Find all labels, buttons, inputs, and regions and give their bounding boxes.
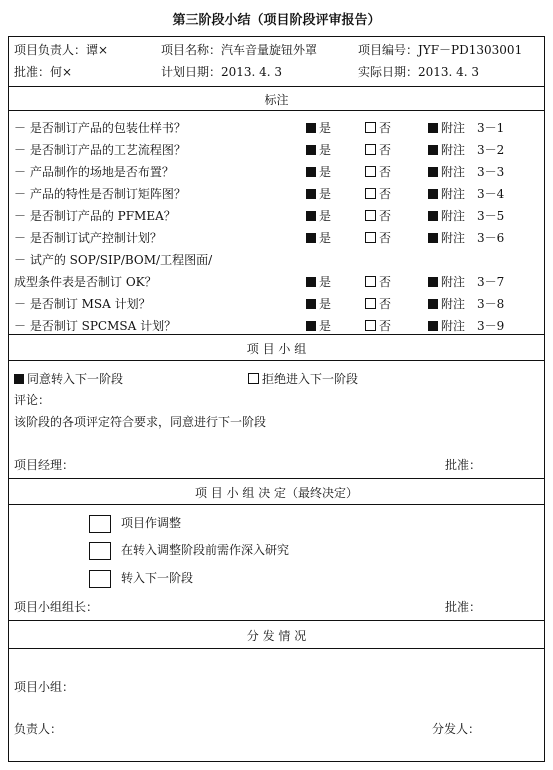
yes-label: 是	[319, 187, 332, 201]
checked-box-icon	[306, 123, 316, 133]
checked-box-icon	[428, 299, 438, 309]
attachment-ref	[428, 317, 504, 334]
attachment-label: 附注 3－1	[441, 121, 505, 135]
attachment-ref	[428, 295, 504, 312]
no-option[interactable]	[365, 141, 391, 158]
checked-box-icon	[306, 277, 316, 287]
no-option[interactable]	[365, 119, 391, 136]
no-label: 否	[379, 143, 392, 157]
note-question: － 是否制订试产控制计划？	[14, 231, 162, 245]
attachment-ref	[428, 185, 504, 202]
attachment-label: 附注 3－5	[441, 209, 505, 223]
decision-option-next[interactable]	[89, 569, 193, 588]
yes-option[interactable]	[306, 295, 331, 312]
comment-text: 该阶段的各项评定符合要求，同意进行下一阶段	[14, 415, 267, 429]
attachment-label: 附注 3－8	[441, 297, 505, 311]
checkbox-icon	[89, 570, 111, 588]
checked-box-icon	[306, 321, 316, 331]
note-question: － 是否制订产品的 PFMEA？	[14, 209, 176, 223]
decision-option-label: 项目作调整	[121, 516, 182, 530]
approver: 批准：何×	[14, 65, 73, 79]
note-question: － 是否制订 MSA 计划？	[14, 297, 151, 311]
project-number: 项目编号：JYF－PD1303001	[358, 43, 523, 57]
attachment-ref	[428, 163, 504, 180]
attachment-ref	[428, 229, 504, 246]
no-label: 否	[379, 165, 392, 179]
no-label: 否	[379, 319, 392, 333]
project-owner: 项目负责人：谭×	[14, 43, 109, 57]
yes-option[interactable]	[306, 317, 331, 334]
empty-box-icon	[365, 276, 376, 287]
decision-option-adjust[interactable]	[89, 514, 181, 533]
yes-option[interactable]	[306, 273, 331, 290]
yes-option[interactable]	[306, 185, 331, 202]
yes-label: 是	[319, 231, 332, 245]
note-question: － 是否制订产品的工艺流程图？	[14, 143, 186, 157]
note-question: － 是否制订产品的包装仕样书？	[14, 121, 186, 135]
yes-option[interactable]	[306, 141, 331, 158]
distribution-heading: 分 发 情 况	[246, 629, 307, 643]
empty-box-icon	[248, 373, 259, 384]
checked-box-icon	[14, 374, 24, 384]
project-name: 项目名称：汽车音量旋钮外罩	[161, 43, 318, 57]
reject-option[interactable]	[248, 370, 358, 387]
distribution-team-label: 项目小组：	[14, 680, 75, 694]
yes-label: 是	[319, 121, 332, 135]
no-option[interactable]	[365, 273, 391, 290]
no-label: 否	[379, 231, 392, 245]
empty-box-icon	[365, 188, 376, 199]
attachment-ref	[428, 119, 504, 136]
actual-date: 实际日期：2013. 4. 3	[358, 65, 480, 79]
checkbox-icon	[89, 542, 111, 560]
no-option[interactable]	[365, 185, 391, 202]
no-label: 否	[379, 121, 392, 135]
no-label: 否	[379, 297, 392, 311]
attachment-label: 附注 3－9	[441, 319, 505, 333]
checked-box-icon	[306, 211, 316, 221]
checked-box-icon	[428, 233, 438, 243]
yes-option[interactable]	[306, 119, 331, 136]
distribution-owner-label: 负责人：	[14, 722, 63, 736]
yes-label: 是	[319, 275, 332, 289]
attachment-label: 附注 3－4	[441, 187, 505, 201]
no-option[interactable]	[365, 317, 391, 334]
note-question: － 是否制订 SPCMSA 计划？	[14, 319, 177, 333]
attachment-label: 附注 3－7	[441, 275, 505, 289]
checked-box-icon	[428, 167, 438, 177]
yes-label: 是	[319, 297, 332, 311]
note-question: － 产品制作的场地是否布置？	[14, 165, 174, 179]
yes-option[interactable]	[306, 163, 331, 180]
project-manager-label: 项目经理：	[14, 458, 75, 472]
note-question: － 试产的 SOP/SIP/BOM/工程图面/	[14, 253, 213, 267]
distributor-label: 分发人：	[432, 722, 481, 736]
attachment-label: 附注 3－6	[441, 231, 505, 245]
no-option[interactable]	[365, 163, 391, 180]
decision-option-label: 转入下一阶段	[121, 571, 194, 585]
decision-option-study[interactable]	[89, 541, 289, 560]
divider	[9, 478, 544, 479]
empty-box-icon	[365, 232, 376, 243]
empty-box-icon	[365, 144, 376, 155]
checked-box-icon	[428, 145, 438, 155]
attachment-label: 附注 3－2	[441, 143, 505, 157]
checked-box-icon	[306, 233, 316, 243]
decision-heading: 项 目 小 组 决 定（最终决定）	[194, 486, 359, 500]
divider	[9, 86, 544, 87]
agree-label: 同意转入下一阶段	[27, 372, 124, 386]
note-question: － 产品的特性是否制订矩阵图？	[14, 187, 186, 201]
yes-label: 是	[319, 319, 332, 333]
decision-option-label: 在转入调整阶段前需作深入研究	[121, 543, 290, 557]
divider	[9, 504, 544, 505]
checked-box-icon	[428, 277, 438, 287]
no-label: 否	[379, 187, 392, 201]
attachment-ref	[428, 141, 504, 158]
no-option[interactable]	[365, 229, 391, 246]
no-label: 否	[379, 209, 392, 223]
empty-box-icon	[365, 122, 376, 133]
reject-label: 拒绝进入下一阶段	[262, 372, 359, 386]
divider	[9, 360, 544, 361]
notes-heading: 标注	[264, 93, 289, 107]
attachment-ref	[428, 273, 504, 290]
yes-label: 是	[319, 209, 332, 223]
divider	[9, 334, 544, 335]
empty-box-icon	[365, 166, 376, 177]
review-form	[8, 36, 545, 762]
no-option[interactable]	[365, 295, 391, 312]
attachment-ref	[428, 207, 504, 224]
checked-box-icon	[428, 189, 438, 199]
divider	[9, 620, 544, 621]
agree-option[interactable]	[14, 370, 123, 387]
yes-label: 是	[319, 165, 332, 179]
page-title: 第三阶段小结（项目阶段评审报告）	[172, 13, 381, 28]
decision-approve-label: 批准：	[445, 600, 482, 614]
no-label: 否	[379, 275, 392, 289]
checked-box-icon	[306, 145, 316, 155]
empty-box-icon	[365, 320, 376, 331]
checked-box-icon	[306, 189, 316, 199]
plan-date: 计划日期：2013. 4. 3	[161, 65, 283, 79]
team-heading: 项 目 小 组	[246, 342, 307, 356]
checked-box-icon	[428, 211, 438, 221]
no-option[interactable]	[365, 207, 391, 224]
team-leader-label: 项目小组组长：	[14, 600, 99, 614]
divider	[9, 648, 544, 649]
comment-label: 评论：	[14, 393, 51, 407]
note-question-continued: 成型条件表是否制订 OK？	[14, 275, 157, 289]
team-approve-label: 批准：	[445, 458, 482, 472]
checked-box-icon	[428, 321, 438, 331]
empty-box-icon	[365, 210, 376, 221]
attachment-label: 附注 3－3	[441, 165, 505, 179]
yes-label: 是	[319, 143, 332, 157]
checked-box-icon	[306, 167, 316, 177]
checkbox-icon	[89, 515, 111, 533]
checked-box-icon	[306, 299, 316, 309]
yes-option[interactable]	[306, 229, 331, 246]
divider	[9, 110, 544, 111]
yes-option[interactable]	[306, 207, 331, 224]
empty-box-icon	[365, 298, 376, 309]
checked-box-icon	[428, 123, 438, 133]
